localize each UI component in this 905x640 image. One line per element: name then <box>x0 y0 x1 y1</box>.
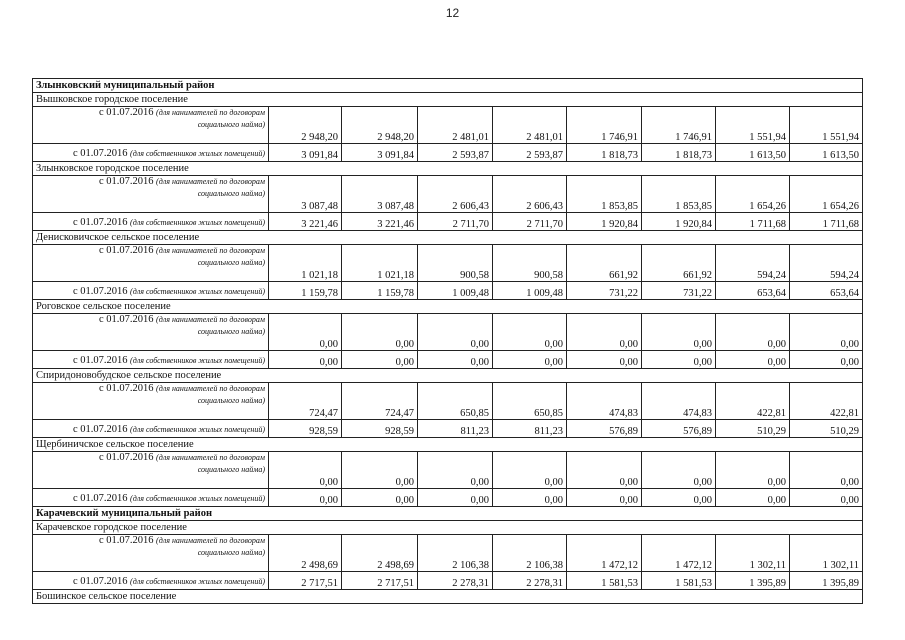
tariff-value-cell: 1 581,53 <box>567 572 642 590</box>
tariff-value-cell: 1 395,89 <box>790 572 863 590</box>
tariff-value-cell: 0,00 <box>269 314 342 351</box>
tariff-value-cell: 0,00 <box>342 314 418 351</box>
tariff-value-cell: 474,83 <box>567 383 642 420</box>
district-row <box>33 79 863 93</box>
tariff-value-cell: 2 606,43 <box>493 176 567 213</box>
row-label-line <box>36 217 265 229</box>
owners-row <box>33 572 863 590</box>
tariff-value-cell: 2 948,20 <box>269 107 342 144</box>
row-label <box>33 176 269 213</box>
tariff-value-cell: 2 948,20 <box>342 107 418 144</box>
row-note: (для собственников жилых помещений) <box>130 356 265 365</box>
tariff-value-cell: 0,00 <box>716 452 790 489</box>
tariff-value-cell: 928,59 <box>342 420 418 438</box>
tariff-value-cell: 1 818,73 <box>567 144 642 162</box>
row-label <box>33 107 269 144</box>
tariff-value-cell: 0,00 <box>269 489 342 507</box>
owners-row <box>33 489 863 507</box>
tariff-value-cell: 0,00 <box>269 351 342 369</box>
tariff-value-cell: 661,92 <box>642 245 716 282</box>
settlement-row <box>33 93 863 107</box>
row-label <box>33 535 269 572</box>
tariff-value-cell: 0,00 <box>642 314 716 351</box>
tariff-value-cell: 3 091,84 <box>342 144 418 162</box>
row-label <box>33 351 269 369</box>
tariff-value-cell: 650,85 <box>418 383 493 420</box>
tariff-value-cell: 1 853,85 <box>567 176 642 213</box>
tariff-value-cell: 653,64 <box>716 282 790 300</box>
tenants-row <box>33 245 863 282</box>
table-body <box>33 79 863 604</box>
tariff-value-cell: 900,58 <box>493 245 567 282</box>
tariff-value-cell: 2 106,38 <box>493 535 567 572</box>
tariff-value-cell: 3 087,48 <box>269 176 342 213</box>
owners-row <box>33 420 863 438</box>
tariff-value-cell: 0,00 <box>493 489 567 507</box>
effective-date: с 01.07.2016 <box>98 176 154 187</box>
tariff-value-cell: 1 395,89 <box>716 572 790 590</box>
row-label-line <box>36 176 265 188</box>
tariff-value-cell: 811,23 <box>418 420 493 438</box>
row-label-line <box>36 576 265 588</box>
tariff-value-cell: 0,00 <box>418 314 493 351</box>
tariff-value-cell: 811,23 <box>493 420 567 438</box>
row-label-line <box>36 245 265 257</box>
tariff-value-cell: 2 593,87 <box>493 144 567 162</box>
tariff-value-cell: 2 278,31 <box>418 572 493 590</box>
effective-date: с 01.07.2016 <box>98 314 154 325</box>
row-label <box>33 213 269 231</box>
tariff-value-cell: 1 551,94 <box>790 107 863 144</box>
tariff-value-cell: 1 159,78 <box>269 282 342 300</box>
tariff-value-cell: 2 711,70 <box>418 213 493 231</box>
tariff-value-cell: 0,00 <box>567 489 642 507</box>
row-note: (для нанимателей по договорам <box>156 177 265 186</box>
tariff-value-cell: 2 498,69 <box>342 535 418 572</box>
tariff-value-cell: 1 009,48 <box>493 282 567 300</box>
tenants-row <box>33 535 863 572</box>
tariff-value-cell: 474,83 <box>642 383 716 420</box>
tariff-value-cell: 731,22 <box>567 282 642 300</box>
tariff-value-cell: 2 498,69 <box>269 535 342 572</box>
tariff-value-cell: 1 920,84 <box>567 213 642 231</box>
tariff-value-cell: 0,00 <box>269 452 342 489</box>
settlement-name: Карачевское городское поселение <box>33 521 863 535</box>
district-row <box>33 507 863 521</box>
tariff-value-cell: 1 302,11 <box>790 535 863 572</box>
row-note-continued: социального найма) <box>197 258 265 267</box>
tariff-value-cell: 1 853,85 <box>642 176 716 213</box>
tariff-value-cell: 0,00 <box>342 351 418 369</box>
tariff-value-cell: 0,00 <box>567 351 642 369</box>
effective-date: с 01.07.2016 <box>98 383 154 394</box>
effective-date: с 01.07.2016 <box>98 107 154 118</box>
tariff-value-cell: 724,47 <box>269 383 342 420</box>
tariff-value-cell: 2 481,01 <box>418 107 493 144</box>
effective-date: с 01.07.2016 <box>73 355 128 366</box>
tariff-value-cell: 1 472,12 <box>567 535 642 572</box>
tenants-row <box>33 383 863 420</box>
tariff-value-cell: 510,29 <box>790 420 863 438</box>
tariff-value-cell: 0,00 <box>342 452 418 489</box>
tariff-value-cell: 0,00 <box>716 351 790 369</box>
owners-row <box>33 351 863 369</box>
tariff-value-cell: 1 551,94 <box>716 107 790 144</box>
row-label <box>33 420 269 438</box>
tariff-value-cell: 0,00 <box>493 452 567 489</box>
tariff-value-cell: 653,64 <box>790 282 863 300</box>
row-note: (для собственников жилых помещений) <box>130 287 265 296</box>
settlement-name: Злынковское городское поселение <box>33 162 863 176</box>
tariff-value-cell: 594,24 <box>716 245 790 282</box>
tariff-value-cell: 1 746,91 <box>567 107 642 144</box>
tenants-row <box>33 452 863 489</box>
row-note: (для нанимателей по договорам <box>156 108 265 117</box>
row-label <box>33 489 269 507</box>
tariff-value-cell: 2 481,01 <box>493 107 567 144</box>
tariff-value-cell: 2 717,51 <box>342 572 418 590</box>
settlement-name: Щербиничское сельское поселение <box>33 438 863 452</box>
tenants-row <box>33 314 863 351</box>
effective-date: с 01.07.2016 <box>73 148 128 159</box>
tariff-value-cell: 0,00 <box>642 489 716 507</box>
row-label <box>33 383 269 420</box>
effective-date: с 01.07.2016 <box>73 493 128 504</box>
row-label <box>33 282 269 300</box>
settlement-row <box>33 438 863 452</box>
settlement-row <box>33 590 863 604</box>
settlement-name: Роговское сельское поселение <box>33 300 863 314</box>
tariff-value-cell: 576,89 <box>567 420 642 438</box>
row-note-continued: социального найма) <box>197 465 265 474</box>
effective-date: с 01.07.2016 <box>98 535 154 546</box>
tariff-value-cell: 900,58 <box>418 245 493 282</box>
tariff-value-cell: 1 920,84 <box>642 213 716 231</box>
row-note: (для собственников жилых помещений) <box>130 494 265 503</box>
tariff-value-cell: 0,00 <box>790 452 863 489</box>
tariff-value-cell: 2 278,31 <box>493 572 567 590</box>
settlement-name: Спиридоновобудское сельское поселение <box>33 369 863 383</box>
tariff-value-cell: 661,92 <box>567 245 642 282</box>
tariff-value-cell: 0,00 <box>418 489 493 507</box>
tariff-value-cell: 0,00 <box>790 314 863 351</box>
row-label-line <box>36 452 265 464</box>
row-note: (для собственников жилых помещений) <box>130 218 265 227</box>
row-label <box>33 452 269 489</box>
tariff-value-cell: 1 654,26 <box>790 176 863 213</box>
owners-row <box>33 144 863 162</box>
row-note: (для нанимателей по договорам <box>156 315 265 324</box>
tariff-value-cell: 1 818,73 <box>642 144 716 162</box>
row-label-line <box>36 535 265 547</box>
row-note-continued: социального найма) <box>197 548 265 557</box>
tariff-value-cell: 1 472,12 <box>642 535 716 572</box>
tariff-value-cell: 2 593,87 <box>418 144 493 162</box>
settlement-name: Бошинское сельское поселение <box>33 590 863 604</box>
owners-row <box>33 282 863 300</box>
tariff-value-cell: 0,00 <box>642 452 716 489</box>
row-note: (для собственников жилых помещений) <box>130 149 265 158</box>
row-label-line <box>36 148 265 160</box>
row-label-line <box>36 314 265 326</box>
tariff-value-cell: 1 021,18 <box>342 245 418 282</box>
tariff-value-cell: 3 221,46 <box>269 213 342 231</box>
tariff-value-cell: 422,81 <box>790 383 863 420</box>
settlement-row <box>33 369 863 383</box>
tariff-value-cell: 594,24 <box>790 245 863 282</box>
effective-date: с 01.07.2016 <box>98 245 154 256</box>
tariff-value-cell: 0,00 <box>342 489 418 507</box>
settlement-name: Денисковичское сельское поселение <box>33 231 863 245</box>
tariff-value-cell: 0,00 <box>493 351 567 369</box>
tariff-value-cell: 2 106,38 <box>418 535 493 572</box>
tariff-value-cell: 1 711,68 <box>716 213 790 231</box>
page-number: 12 <box>445 6 460 20</box>
tenants-row <box>33 107 863 144</box>
tariff-value-cell: 928,59 <box>269 420 342 438</box>
tariff-value-cell: 1 021,18 <box>269 245 342 282</box>
row-label-line <box>36 355 265 367</box>
tariff-value-cell: 0,00 <box>493 314 567 351</box>
settlement-row <box>33 162 863 176</box>
row-note-continued: социального найма) <box>197 396 265 405</box>
tariff-value-cell: 1 613,50 <box>716 144 790 162</box>
row-label-line <box>36 493 265 505</box>
tariff-value-cell: 0,00 <box>567 452 642 489</box>
row-label-line <box>36 107 265 119</box>
row-note: (для нанимателей по договорам <box>156 453 265 462</box>
tariff-table <box>32 78 863 604</box>
row-note: (для собственников жилых помещений) <box>130 425 265 434</box>
tariff-value-cell: 1 581,53 <box>642 572 716 590</box>
tariff-value-cell: 0,00 <box>716 314 790 351</box>
row-note: (для собственников жилых помещений) <box>130 577 265 586</box>
tariff-value-cell: 422,81 <box>716 383 790 420</box>
effective-date: с 01.07.2016 <box>73 576 128 587</box>
tariff-value-cell: 2 606,43 <box>418 176 493 213</box>
row-label <box>33 245 269 282</box>
tariff-value-cell: 1 746,91 <box>642 107 716 144</box>
tariff-value-cell: 3 091,84 <box>269 144 342 162</box>
row-note-continued: социального найма) <box>197 327 265 336</box>
tariff-value-cell: 0,00 <box>418 452 493 489</box>
row-note: (для нанимателей по договорам <box>156 536 265 545</box>
tariff-value-cell: 2 717,51 <box>269 572 342 590</box>
row-note-continued: социального найма) <box>197 189 265 198</box>
tariff-value-cell: 1 302,11 <box>716 535 790 572</box>
tariff-value-cell: 724,47 <box>342 383 418 420</box>
row-note: (для нанимателей по договорам <box>156 246 265 255</box>
tariff-value-cell: 1 654,26 <box>716 176 790 213</box>
tariff-value-cell: 1 009,48 <box>418 282 493 300</box>
row-note-continued: социального найма) <box>197 120 265 129</box>
tariff-value-cell: 3 087,48 <box>342 176 418 213</box>
row-label-line <box>36 424 265 436</box>
row-note: (для нанимателей по договорам <box>156 384 265 393</box>
owners-row <box>33 213 863 231</box>
settlement-row <box>33 300 863 314</box>
tariff-value-cell: 650,85 <box>493 383 567 420</box>
effective-date: с 01.07.2016 <box>73 286 128 297</box>
tariff-value-cell: 731,22 <box>642 282 716 300</box>
tariff-value-cell: 510,29 <box>716 420 790 438</box>
row-label <box>33 314 269 351</box>
settlement-row <box>33 231 863 245</box>
effective-date: с 01.07.2016 <box>98 452 154 463</box>
tariff-value-cell: 0,00 <box>790 351 863 369</box>
settlement-row <box>33 521 863 535</box>
tariff-value-cell: 0,00 <box>716 489 790 507</box>
settlement-name: Вышковское городское поселение <box>33 93 863 107</box>
tariff-value-cell: 0,00 <box>642 351 716 369</box>
tariff-value-cell: 3 221,46 <box>342 213 418 231</box>
effective-date: с 01.07.2016 <box>73 217 128 228</box>
tenants-row <box>33 176 863 213</box>
district-name: Карачевский муниципальный район <box>33 507 863 521</box>
tariff-value-cell: 576,89 <box>642 420 716 438</box>
tariff-value-cell: 0,00 <box>567 314 642 351</box>
district-name: Злынковский муниципальный район <box>33 79 863 93</box>
tariff-value-cell: 1 613,50 <box>790 144 863 162</box>
row-label <box>33 572 269 590</box>
tariff-value-cell: 0,00 <box>418 351 493 369</box>
row-label-line <box>36 383 265 395</box>
row-label <box>33 144 269 162</box>
tariff-value-cell: 1 159,78 <box>342 282 418 300</box>
row-label-line <box>36 286 265 298</box>
tariff-value-cell: 2 711,70 <box>493 213 567 231</box>
effective-date: с 01.07.2016 <box>73 424 128 435</box>
tariff-value-cell: 1 711,68 <box>790 213 863 231</box>
tariff-value-cell: 0,00 <box>790 489 863 507</box>
